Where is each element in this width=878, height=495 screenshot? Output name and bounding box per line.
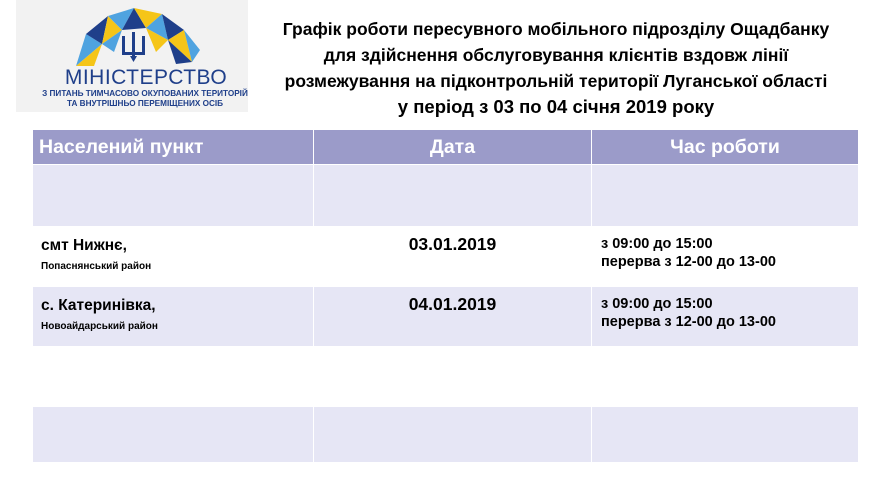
header-date: Дата bbox=[313, 130, 591, 164]
title-line-3: розмежування на підконтрольній території Луганської області bbox=[284, 71, 828, 91]
table-row-empty bbox=[33, 406, 858, 462]
table-cell bbox=[591, 164, 858, 226]
header-working-hours: Час роботи bbox=[591, 130, 858, 164]
title-period: у період з 03 по 04 січня 2019 року bbox=[397, 96, 715, 117]
table-cell bbox=[591, 346, 858, 406]
ministry-logo-subtitle-2: ТА ВНУТРІШНЬО ПЕРЕМІЩЕНИХ ОСІБ bbox=[66, 99, 224, 108]
comma-separator: , bbox=[151, 297, 156, 314]
table-cell bbox=[313, 346, 591, 406]
table-cell bbox=[313, 164, 591, 226]
table-cell bbox=[33, 164, 313, 226]
hours-text: з 09:00 до 15:00 bbox=[601, 236, 713, 252]
table-cell bbox=[591, 406, 858, 462]
hours-cell bbox=[591, 226, 858, 286]
table-row bbox=[33, 226, 858, 286]
table-row bbox=[33, 286, 858, 346]
settlement-name: смт Нижнє bbox=[41, 237, 123, 254]
table-row-empty bbox=[33, 164, 858, 226]
table-cell bbox=[33, 346, 313, 406]
settlement-cell bbox=[33, 286, 313, 346]
ministry-logo-title: МІНІСТЕРСТВО bbox=[64, 66, 228, 89]
comma-separator: , bbox=[122, 237, 127, 254]
break-text: перерва з 12-00 до 13-00 bbox=[601, 314, 776, 330]
page-title bbox=[248, 16, 864, 120]
settlement-name: с. Катеринівка bbox=[41, 297, 152, 314]
ministry-logo-subtitle-1: З ПИТАНЬ ТИМЧАСОВО ОКУПОВАНИХ ТЕРИТОРІЙ bbox=[42, 89, 248, 98]
schedule-table bbox=[33, 130, 858, 462]
table-header-row bbox=[33, 130, 858, 164]
date-cell: 04.01.2019 bbox=[313, 286, 591, 346]
title-line-2: для здійснення обслуговування клієнтів вздовж лінії bbox=[323, 45, 789, 65]
hours-cell bbox=[591, 286, 858, 346]
break-text: перерва з 12-00 до 13-00 bbox=[601, 254, 776, 270]
hours-text: з 09:00 до 15:00 bbox=[601, 296, 713, 312]
settlement-cell bbox=[33, 226, 313, 286]
title-line-1: Графік роботи пересувного мобільного підрозділу Ощадбанку bbox=[282, 19, 830, 39]
table-cell bbox=[33, 406, 313, 462]
ministry-logo bbox=[16, 0, 248, 112]
district-name: Попаснянський район bbox=[41, 261, 152, 272]
date-cell: 03.01.2019 bbox=[313, 226, 591, 286]
district-name: Новоайдарський район bbox=[41, 321, 158, 332]
header-settlement: Населений пункт bbox=[39, 136, 204, 158]
table-row-empty bbox=[33, 346, 858, 406]
table-cell bbox=[313, 406, 591, 462]
